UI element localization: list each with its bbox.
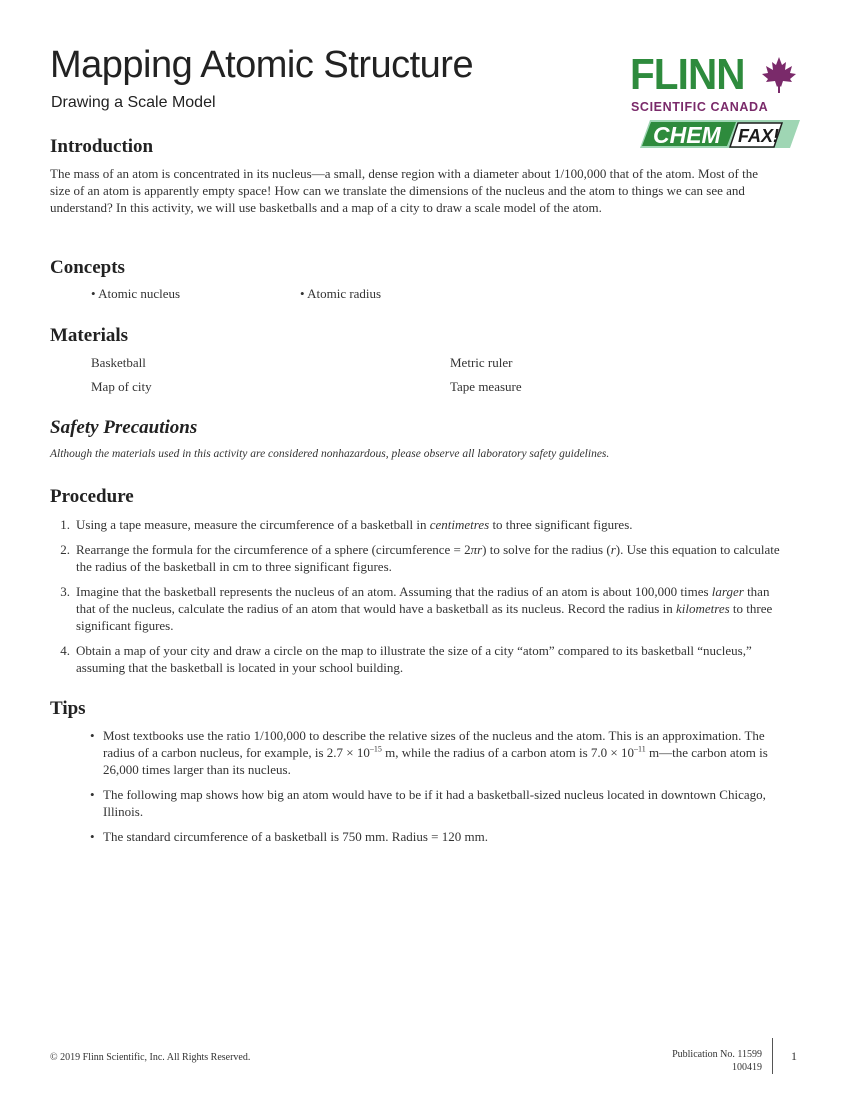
- tip-item: • The following map shows how big an atom would have to be if it had a basketball-sized nucleus located in downtown Chicago, Illinois.: [90, 786, 775, 820]
- procedure-step: 4. Obtain a map of your city and draw a circle on the map to illustrate the size of a city “atom” compared to its basketball “nucleus,” assuming that the basketball is located in your school building.: [50, 642, 780, 676]
- safety-heading: Safety Precautions: [50, 417, 198, 438]
- logo-series-fax: FAX!: [738, 126, 780, 146]
- safety-text: Although the materials used in this activity are considered nonhazardous, please observe all laboratory safety guidelines.: [50, 448, 610, 460]
- step-number: 4.: [60, 643, 70, 658]
- tip-item: • The standard circumference of a basketball is 750 mm. Radius = 120 mm.: [90, 828, 775, 845]
- procedure-step: 1. Using a tape measure, measure the circumference of a basketball in centimetres to three significant figures.: [50, 516, 780, 533]
- page-number: 1: [791, 1049, 797, 1063]
- flinn-logo: [628, 52, 803, 152]
- step-number: 2.: [60, 542, 70, 557]
- logo-brand: FLINN: [630, 50, 745, 99]
- maple-leaf-icon: [759, 55, 799, 95]
- tips-list: [90, 727, 775, 853]
- publication-code: 100419: [732, 1062, 762, 1073]
- step-number: 1.: [60, 517, 70, 532]
- procedure-list: [50, 516, 780, 684]
- logo-series-chem: CHEM: [653, 122, 721, 148]
- chemfax-badge: [640, 118, 800, 150]
- procedure-step: 2. Rearrange the formula for the circumference of a sphere (circumference = 2πr) to solve for the radius (r). Use this equation to calculate the radius of the basketball in cm to three significant figures.: [50, 541, 780, 575]
- tip-item: • Most textbooks use the ratio 1/100,000 to describe the relative sizes of the nucleus and the atom. This is an approximation. The radius of a carbon nucleus, for example, is $2.7 \times 10^{-15}$ m, while the radius of a carbon atom is $7.0 \times 10^{-11}$ m—the carbon atom is 26,000 times larger than its nucleus.: [90, 727, 775, 778]
- concept-item: • Atomic nucleus: [91, 286, 181, 301]
- publication-number: Publication No. 11599: [672, 1049, 762, 1060]
- procedure-heading: Procedure: [50, 486, 134, 507]
- material-item: Map of city: [91, 379, 152, 394]
- copyright: © 2019 Flinn Scientific, Inc. All Rights Reserved.: [50, 1052, 251, 1063]
- page-title: Mapping Atomic Structure: [50, 44, 474, 86]
- material-item: Metric ruler: [450, 355, 513, 370]
- footer-divider: [772, 1038, 773, 1074]
- publication-info: [620, 1048, 762, 1074]
- material-item: Basketball: [91, 355, 146, 370]
- concept-item: • Atomic radius: [300, 286, 382, 301]
- step-number: 3.: [60, 584, 70, 599]
- concepts-heading: Concepts: [50, 257, 125, 278]
- concept-label: Atomic radius: [307, 286, 382, 301]
- page-subtitle: Drawing a Scale Model: [51, 94, 216, 111]
- material-item: Tape measure: [450, 379, 522, 394]
- materials-heading: Materials: [50, 325, 129, 346]
- tips-heading: Tips: [50, 698, 86, 719]
- introduction-heading: Introduction: [50, 136, 154, 157]
- logo-tagline: SCIENTIFIC CANADA: [631, 100, 769, 114]
- introduction-text: The mass of an atom is concentrated in its nucleus—a small, dense region with a diameter about 1/100,000 that of the atom. Most of the size of an atom is apparently empty space! How can we translate the dimensions of the nucleus and the atom to things we can see and understand? In this activity, we will use basketballs and a map of a city to draw a scale model of the atom.: [50, 166, 758, 215]
- procedure-step: 3. Imagine that the basketball represents the nucleus of an atom. Assuming that the radius of an atom is about 100,000 times larger than that of the nucleus, calculate the radius of an atom that would have a basketball as its nucleus. Record the radius in kilometres to three significant figures.: [50, 583, 780, 634]
- concept-label: Atomic nucleus: [98, 286, 181, 301]
